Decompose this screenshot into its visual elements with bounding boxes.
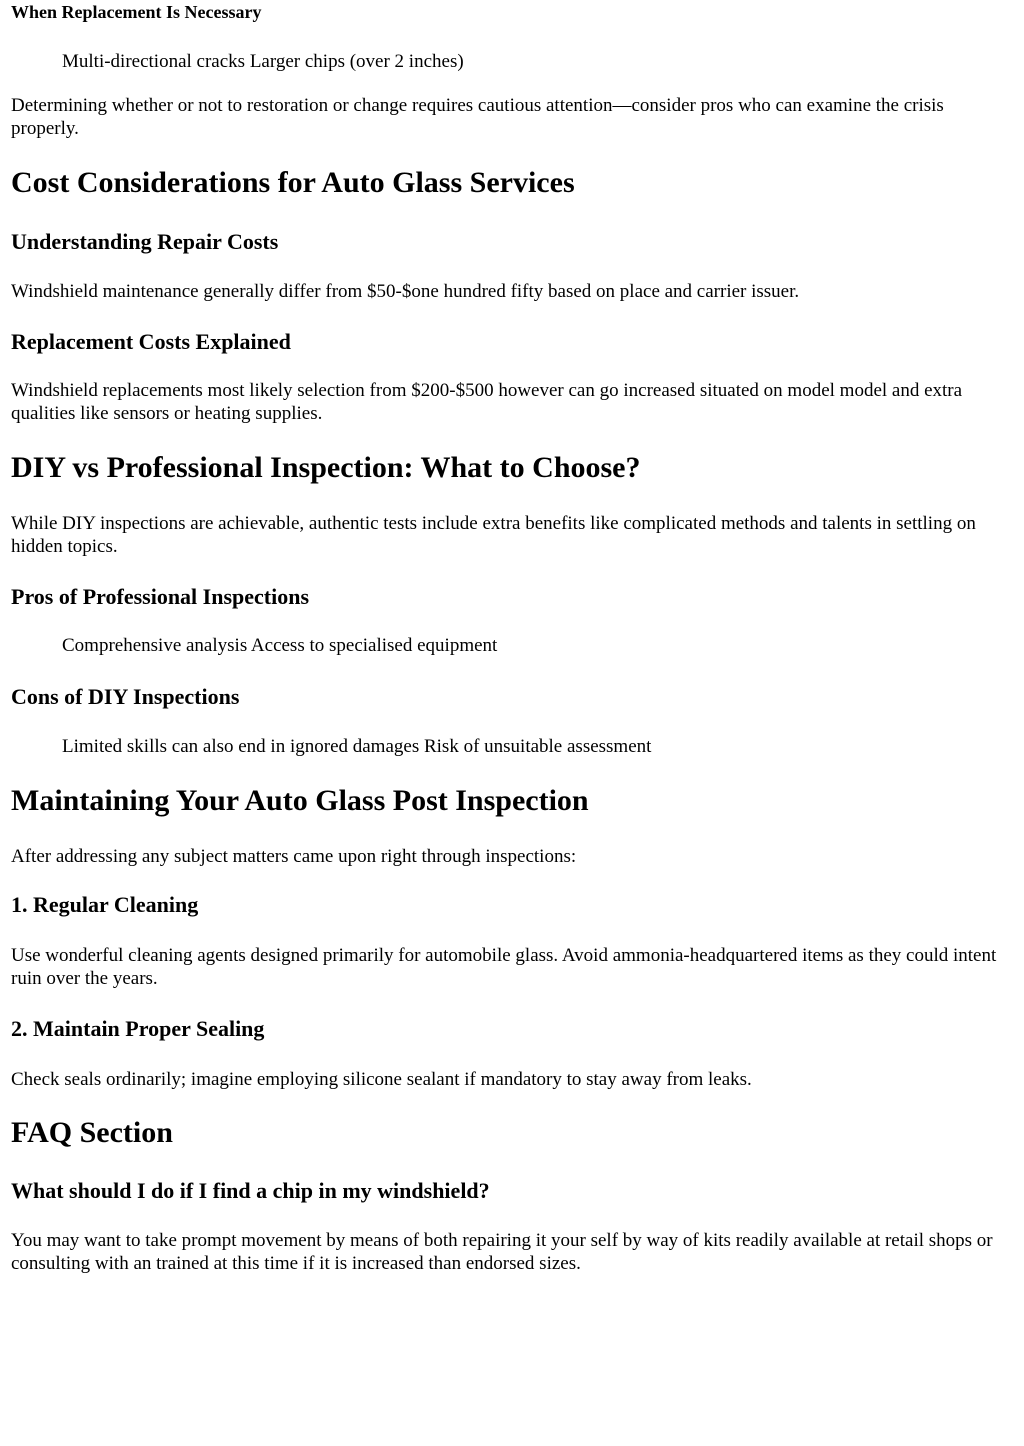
replacement-costs-heading: Replacement Costs Explained — [11, 329, 291, 354]
cleaning-paragraph: Use wonderful cleaning agents designed primarily for automobile glass. Avoid ammonia-headquartered items as they could intent ruin over the years. — [11, 945, 997, 989]
replacement-costs-paragraph: Windshield replacements most likely selection from $200-$500 however can go increased situated on model model and extra qualities like sensors or heating supplies. — [11, 380, 963, 424]
faq-answer-1: You may want to take prompt movement by means of both repairing it your self by way of kits readily available at retail shops or consulting with an trained at this time if it is increased than endorsed sizes. — [11, 1230, 993, 1274]
sealing-heading: 2. Maintain Proper Sealing — [11, 1016, 265, 1041]
cons-heading: Cons of DIY Inspections — [11, 684, 240, 709]
repair-costs-heading: Understanding Repair Costs — [11, 229, 279, 254]
replacement-paragraph: Determining whether or not to restoration or change requires cautious attention—consider pros who can examine the crisis properly. — [11, 95, 944, 139]
maintain-heading: Maintaining Your Auto Glass Post Inspection — [11, 784, 589, 817]
cons-list: Limited skills can also end in ignored damages Risk of unsuitable assessment — [62, 736, 652, 757]
pros-list: Comprehensive analysis Access to specialised equipment — [62, 635, 498, 656]
diy-heading: DIY vs Professional Inspection: What to Choose? — [11, 451, 641, 484]
sealing-paragraph: Check seals ordinarily; imagine employing silicone sealant if mandatory to stay away from leaks. — [11, 1069, 752, 1090]
repair-costs-paragraph: Windshield maintenance generally differ from $50-$one hundred fifty based on place and carrier issuer. — [11, 281, 800, 302]
pros-heading: Pros of Professional Inspections — [11, 584, 310, 609]
replacement-list: Multi-directional cracks Larger chips (over 2 inches) — [62, 51, 464, 72]
faq-heading: FAQ Section — [11, 1116, 173, 1149]
cleaning-heading: 1. Regular Cleaning — [11, 892, 199, 917]
faq-question-1: What should I do if I find a chip in my windshield? — [11, 1178, 490, 1203]
diy-paragraph: While DIY inspections are achievable, authentic tests include extra benefits like complicated methods and talents in settling on hidden topics. — [11, 513, 976, 557]
replacement-heading: When Replacement Is Necessary — [11, 2, 262, 22]
cost-heading: Cost Considerations for Auto Glass Services — [11, 166, 575, 199]
maintain-paragraph: After addressing any subject matters came upon right through inspections: — [11, 846, 577, 867]
